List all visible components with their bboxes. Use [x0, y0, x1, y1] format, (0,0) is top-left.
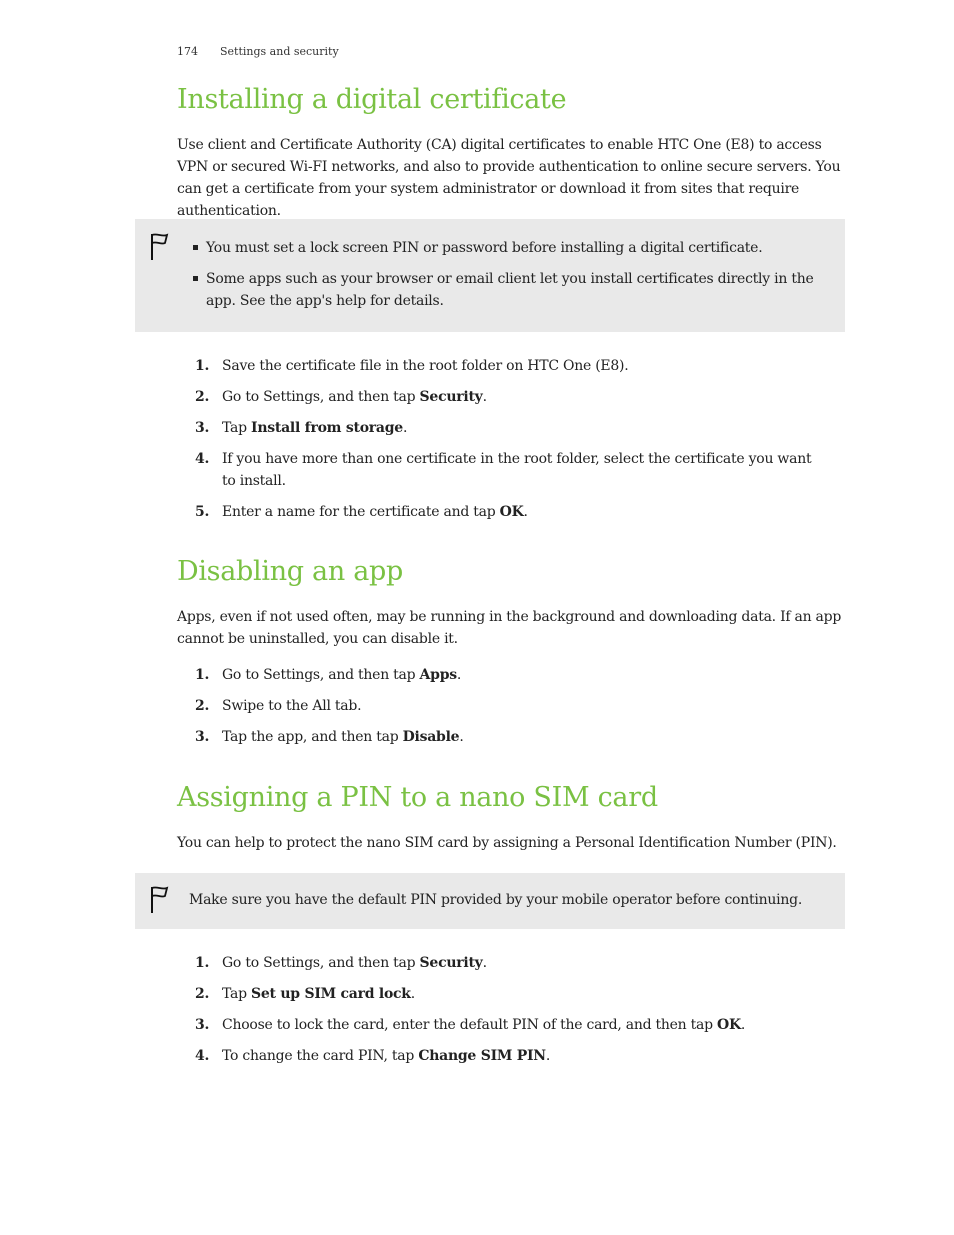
- note-box-certificate: [135, 219, 845, 332]
- step-number: 3.: [195, 420, 210, 436]
- step-text-end: .: [459, 729, 464, 745]
- step-item: [195, 1045, 825, 1067]
- step-number: 5.: [195, 504, 210, 520]
- step-text-end: .: [482, 389, 487, 405]
- note-bullet-text: Some apps such as your browser or email client let you install certificates directly in the app. See the app's help for details.: [206, 271, 814, 309]
- step-ui-term: Security: [419, 389, 483, 405]
- step-ui-term: Install from storage: [251, 420, 403, 436]
- step-text: Go to Settings, and then tap: [222, 667, 420, 683]
- heading-disabling-app: Disabling an app: [177, 556, 403, 587]
- flag-icon: [149, 885, 169, 915]
- step-text-end: .: [545, 1048, 551, 1064]
- page-header: [177, 45, 339, 58]
- steps-installing-certificate: [195, 355, 825, 532]
- step-item: [195, 664, 825, 686]
- step-text: If you have more than one certificate in the root folder, select the certificate you want to install.: [222, 451, 812, 489]
- step-number: 4.: [195, 1048, 210, 1064]
- step-item: [195, 983, 825, 1005]
- step-ui-term: Set up SIM card lock: [251, 986, 411, 1002]
- step-item: [195, 695, 825, 717]
- heading-assigning-pin: Assigning a PIN to a nano SIM card: [177, 782, 658, 813]
- note-text: Make sure you have the default PIN provided by your mobile operator before continuing.: [189, 892, 803, 908]
- intro-disabling-app: Apps, even if not used often, may be running in the background and downloading data. If an app cannot be uninstalled, you can disable it.: [177, 609, 842, 647]
- bullet-marker: [193, 245, 198, 250]
- intro-installing-certificate: Use client and Certificate Authority (CA) digital certificates to enable HTC One (E8) to access VPN or secured Wi-FI networks, and also to provide authentication to online secure servers. You can get a certificate from your system administrator or download it from sites that require authentication.: [177, 137, 841, 219]
- note-box-pin: [135, 873, 845, 929]
- step-ui-term: OK: [499, 504, 524, 520]
- step-number: 2.: [195, 698, 210, 714]
- steps-disabling-app: [195, 664, 825, 757]
- step-text-end: .: [740, 1017, 746, 1033]
- section-name: Settings and security: [220, 45, 339, 58]
- step-text: Go to Settings, and then tap: [222, 389, 420, 405]
- step-ui-term: OK: [717, 1017, 741, 1033]
- step-ui-term: Change SIM PIN: [418, 1048, 546, 1064]
- step-text: Tap: [222, 420, 252, 436]
- step-item: [195, 1014, 825, 1036]
- step-number: 1.: [195, 358, 210, 374]
- bullet-marker: [193, 276, 198, 281]
- note-bullet-text: You must set a lock screen PIN or password before installing a digital certificate.: [206, 240, 763, 256]
- step-text-end: .: [456, 667, 462, 683]
- step-item: [195, 386, 825, 408]
- step-item: [195, 448, 825, 492]
- step-text-end: .: [482, 955, 487, 971]
- step-number: 2.: [195, 986, 210, 1002]
- note-bullet: [190, 268, 845, 312]
- step-item: [195, 417, 825, 439]
- step-text-end: .: [402, 420, 408, 436]
- heading-installing-certificate: Installing a digital certificate: [177, 84, 567, 115]
- step-number: 2.: [195, 389, 210, 405]
- step-number: 3.: [195, 1017, 210, 1033]
- step-text: Enter a name for the certificate and tap: [222, 504, 500, 520]
- step-item: [195, 501, 825, 523]
- step-ui-term: Disable: [402, 729, 460, 745]
- step-text: Choose to lock the card, enter the default PIN of the card, and then tap: [222, 1017, 718, 1033]
- intro-assigning-pin: You can help to protect the nano SIM card by assigning a Personal Identification Number (PIN).: [177, 835, 837, 851]
- step-text: Tap the app, and then tap: [222, 729, 403, 745]
- step-number: 1.: [195, 955, 210, 971]
- step-item: [195, 355, 825, 377]
- step-text: Swipe to the All tab.: [222, 698, 362, 714]
- step-ui-term: Security: [419, 955, 483, 971]
- step-item: [195, 726, 825, 748]
- step-text-end: .: [523, 504, 528, 520]
- step-item: [195, 952, 825, 974]
- step-number: 1.: [195, 667, 210, 683]
- step-number: 3.: [195, 729, 210, 745]
- step-ui-term: Apps: [419, 667, 457, 683]
- step-text-end: .: [410, 986, 415, 1002]
- step-number: 4.: [195, 451, 210, 467]
- step-text: To change the card PIN, tap: [222, 1048, 419, 1064]
- step-text: Save the certificate file in the root folder on HTC One (E8).: [222, 358, 629, 374]
- steps-assigning-pin: [195, 952, 825, 1076]
- step-text: Go to Settings, and then tap: [222, 955, 420, 971]
- note-bullet: [190, 237, 845, 259]
- step-text: Tap: [222, 986, 252, 1002]
- page-number: 174: [177, 45, 198, 58]
- flag-icon: [149, 232, 169, 262]
- note-bullet-list: [190, 237, 845, 321]
